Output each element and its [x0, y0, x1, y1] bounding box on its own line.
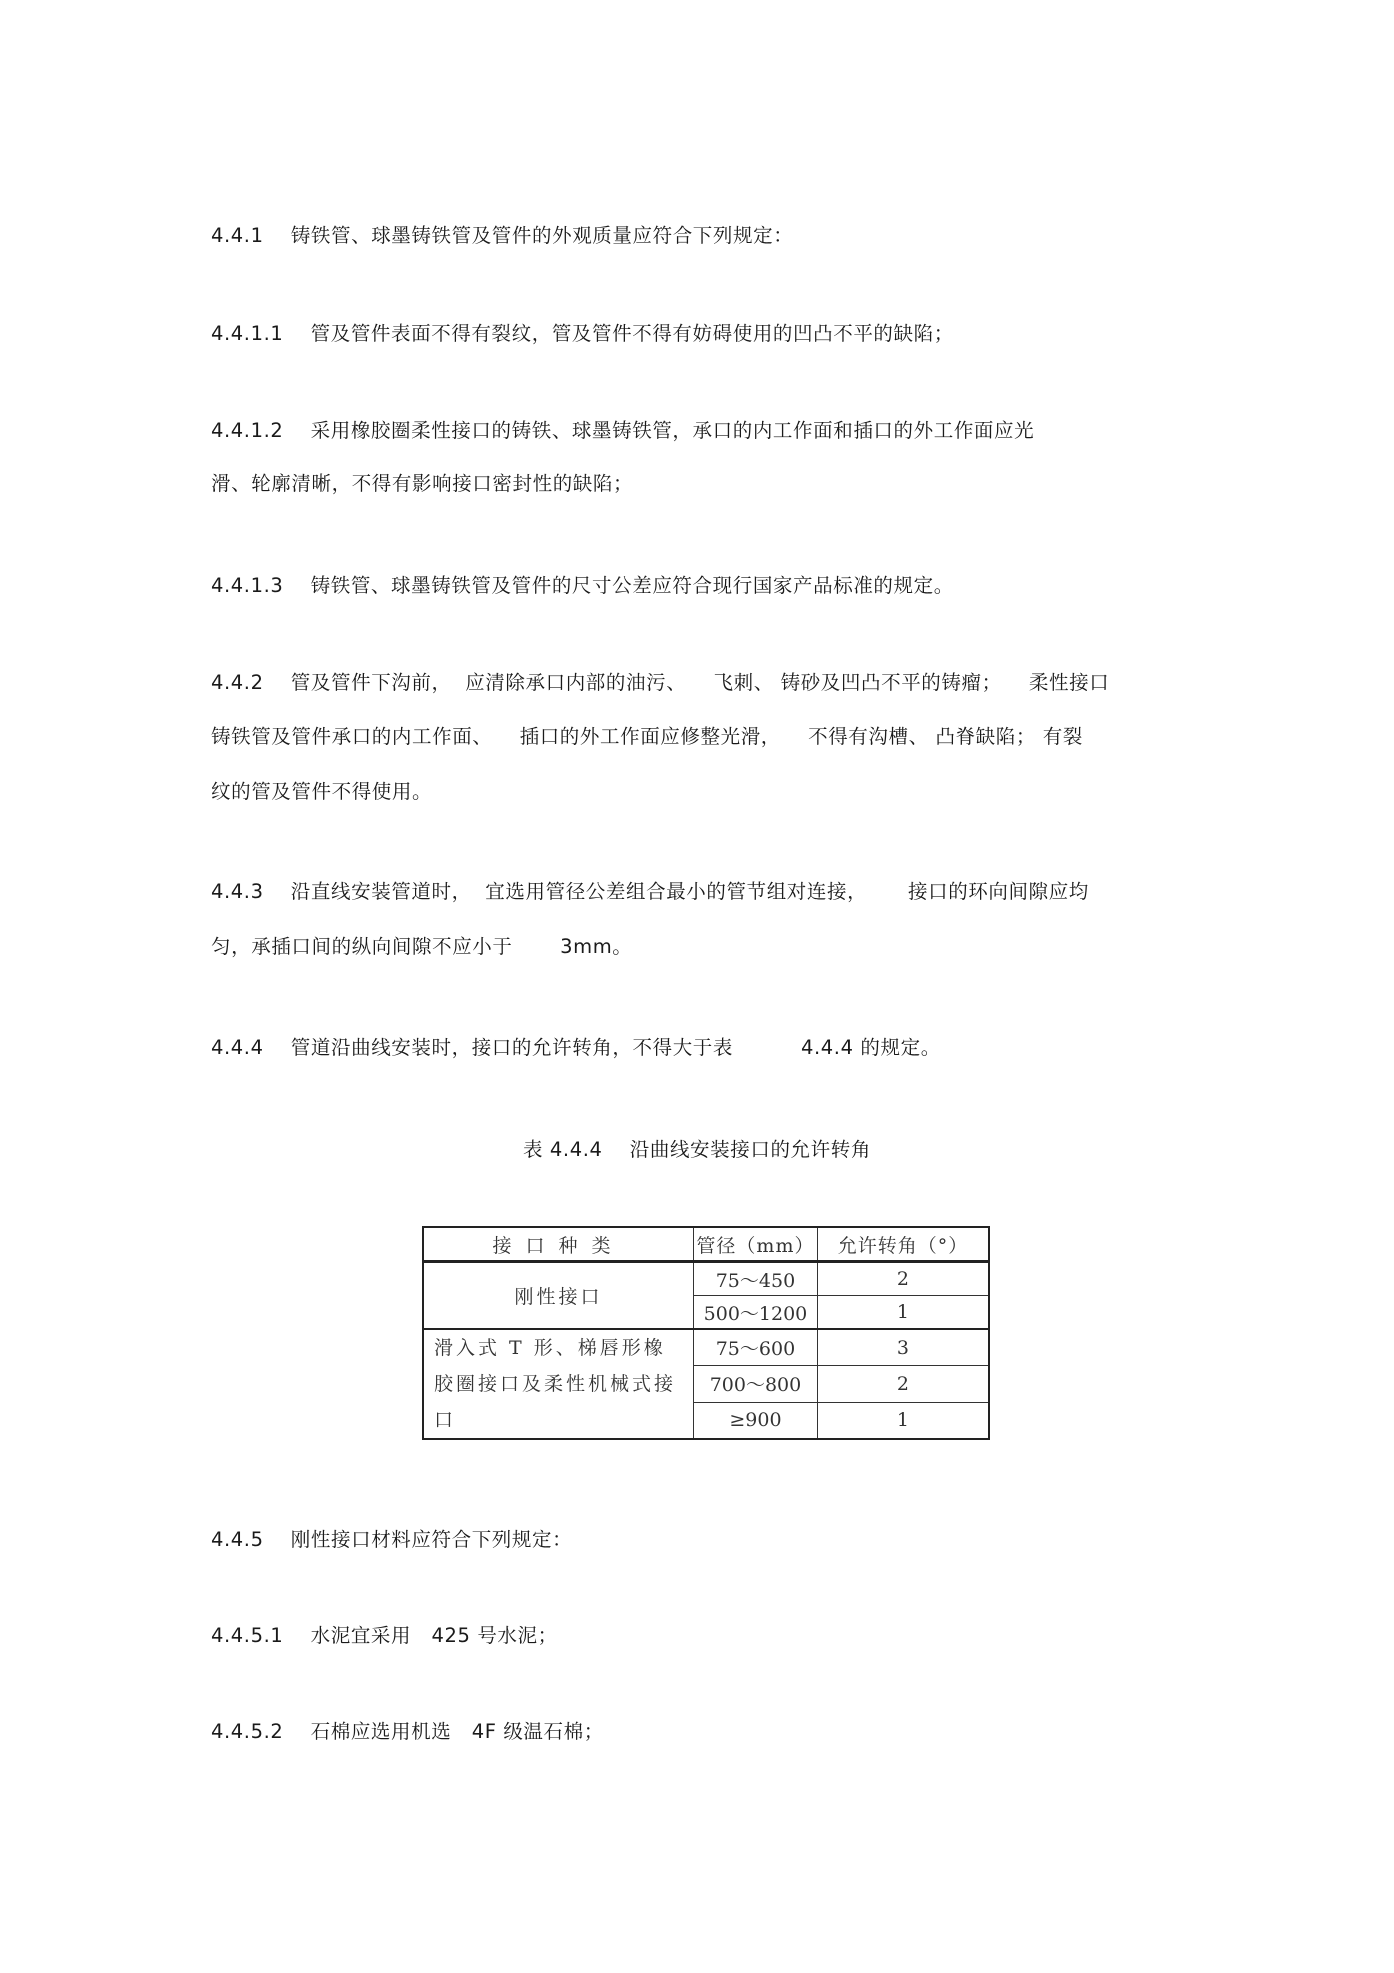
clause-4-4-5-1: 4.4.5.1 水泥宜采用 425 号水泥； [211, 1624, 558, 1647]
table-row [423, 1329, 989, 1366]
clause-4-4-1-2-line-1: 4.4.1.2 采用橡胶圈柔性接口的铸铁、球墨铸铁管，承口的内工作面和插口的外工作面应光 [211, 419, 1035, 442]
clause-4-4-1-1: 4.4.1.1 管及管件表面不得有裂纹，管及管件不得有妨碍使用的凹凸不平的缺陷； [211, 322, 954, 345]
clause-4-4-2-line-3: 纹的管及管件不得使用。 [211, 780, 433, 803]
clause-4-4-5: 4.4.5 刚性接口材料应符合下列规定： [211, 1528, 573, 1551]
angle-cell: 2 [817, 1366, 989, 1402]
allowed-angle-table [422, 1226, 990, 1440]
clause-4-4-2-line-2: 铸铁管及管件承口的内工作面、 插口的外工作面应修整光滑， 不得有沟槽、 凸脊缺陷； 有裂 [211, 725, 1083, 748]
clause-4-4-3-line-1: 4.4.3 沿直线安装管道时， 宜选用管径公差组合最小的管节组对连接， 接口的环向间隙应均 [211, 880, 1089, 903]
angle-cell: 1 [817, 1402, 989, 1439]
diameter-cell: ≥900 [693, 1402, 817, 1439]
angle-cell: 1 [817, 1296, 989, 1330]
clause-4-4-2-line-1: 4.4.2 管及管件下沟前， 应清除承口内部的油污、 飞刺、 铸砂及凹凸不平的铸瘤； 柔性接口 [211, 671, 1110, 694]
table-caption: 表 4.4.4 沿曲线安装接口的允许转角 [523, 1138, 871, 1161]
clause-4-4-4: 4.4.4 管道沿曲线安装时，接口的允许转角，不得大于表 4.4.4 的规定。 [211, 1036, 941, 1059]
diameter-cell: 75～450 [693, 1262, 817, 1296]
angle-cell: 3 [817, 1329, 989, 1366]
clause-4-4-5-2: 4.4.5.2 石棉应选用机选 4F 级温石棉； [211, 1720, 604, 1743]
table-row [423, 1262, 989, 1296]
header-angle: 允许转角（°） [817, 1227, 989, 1262]
clause-4-4-1: 4.4.1 铸铁管、球墨铸铁管及管件的外观质量应符合下列规定： [211, 224, 794, 247]
diameter-cell: 700～800 [693, 1366, 817, 1402]
joint-type-rigid: 刚性接口 [423, 1262, 693, 1330]
joint-type-flexible: 滑入式 T 形、梯唇形橡胶圈接口及柔性机械式接口 [423, 1329, 693, 1439]
clause-4-4-1-3: 4.4.1.3 铸铁管、球墨铸铁管及管件的尺寸公差应符合现行国家产品标准的规定。 [211, 574, 954, 597]
diameter-cell: 500～1200 [693, 1296, 817, 1330]
diameter-cell: 75～600 [693, 1329, 817, 1366]
clause-4-4-3-line-2: 匀，承插口间的纵向间隙不应小于 3mm。 [211, 935, 633, 958]
angle-cell: 2 [817, 1262, 989, 1296]
table-header-row [423, 1227, 989, 1262]
clause-4-4-1-2-line-2: 滑、轮廓清晰，不得有影响接口密封性的缺陷； [211, 472, 634, 495]
header-joint-type: 接口种类 [423, 1227, 693, 1262]
header-diameter: 管径（mm） [693, 1227, 817, 1262]
